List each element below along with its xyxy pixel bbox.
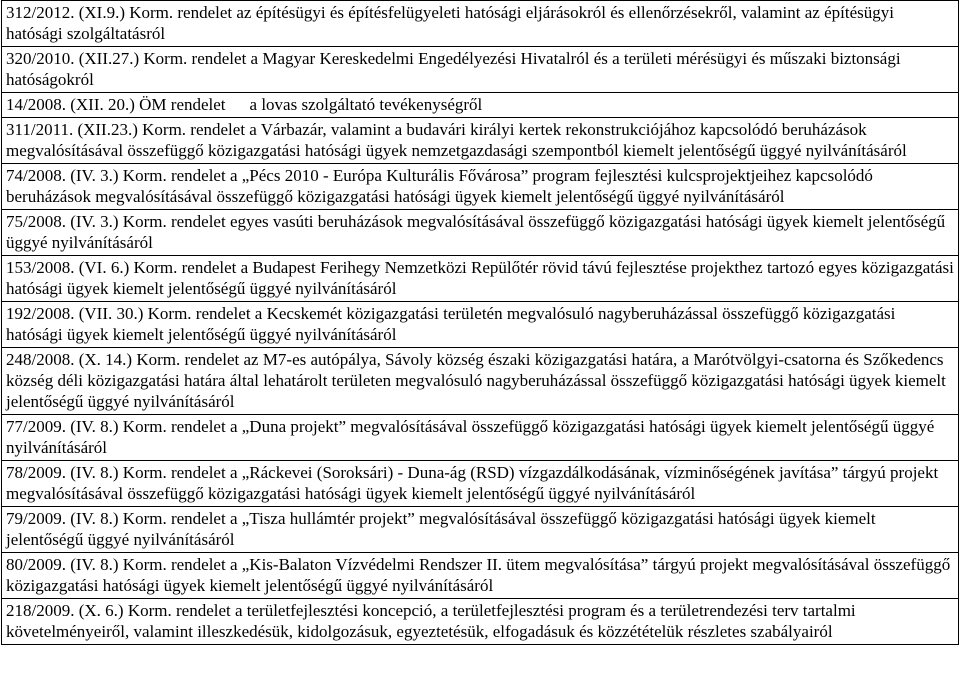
regulation-cell: 312/2012. (XI.9.) Korm. rendelet az építésügyi és építésfelügyeleti hatósági eljárásokról és ellenőrzésekről, valamint az építésügyi hatósági szolgáltatásról [2,1,959,47]
table-row [2,118,959,164]
table-row [2,256,959,302]
table-row [2,302,959,348]
regulation-cell: 77/2009. (IV. 8.) Korm. rendelet a „Duna projekt” megvalósításával összefüggő közigazgatási hatósági ügyek kiemelt jelentőségű üggyé nyilvánításáról [2,415,959,461]
table-row [2,164,959,210]
regulation-table [1,0,959,645]
regulation-cell: 218/2009. (X. 6.) Korm. rendelet a területfejlesztési koncepció, a területfejlesztési program és a területrendezési terv tartalmi követelményeiről, valamint illeszkedésük, kidolgozásuk, egyeztetésük, elfogadásuk és közzétételük részletes szabályairól [2,599,959,645]
table-row [2,507,959,553]
regulation-cell [2,93,959,118]
table-row [2,47,959,93]
regulation-cell: 320/2010. (XII.27.) Korm. rendelet a Magyar Kereskedelmi Engedélyezési Hivatalról és a területi mérésügyi és műszaki biztonsági hatóságokról [2,47,959,93]
table-row [2,461,959,507]
table-row [2,415,959,461]
regulation-cell: 80/2009. (IV. 8.) Korm. rendelet a „Kis-Balaton Vízvédelmi Rendszer II. ütem megvalósítása” tárgyú projekt megvalósításával összefüggő közigazgatási hatósági ügyek kiemelt jelentőségű üggyé nyilvánításáról [2,553,959,599]
regulation-cell: 79/2009. (IV. 8.) Korm. rendelet a „Tisza hullámtér projekt” megvalósításával összefüggő közigazgatási hatósági ügyek kiemelt jelentőségű üggyé nyilvánításáról [2,507,959,553]
table-row [2,348,959,415]
regulation-number: 14/2008. (XII. 20.) ÖM rendelet [6,95,226,114]
regulation-cell: 75/2008. (IV. 3.) Korm. rendelet egyes vasúti beruházások megvalósításával összefüggő közigazgatási hatósági ügyek kiemelt jelentőségű üggyé nyilvánításáról [2,210,959,256]
regulation-subject: a lovas szolgáltató tevékenységről [249,95,483,114]
regulation-cell: 74/2008. (IV. 3.) Korm. rendelet a „Pécs 2010 - Európa Kulturális Fővárosa” program fejlesztési kulcsprojektjeihez kapcsolódó beruházások megvalósításával összefüggő közigazgatási hatósági ügyek kiemelt jelentőségű üggyé nyilvánításáról [2,164,959,210]
regulation-cell: 153/2008. (VI. 6.) Korm. rendelet a Budapest Ferihegy Nemzetközi Repülőtér rövid távú fejlesztése projekthez tartozó egyes közigazgatási hatósági ügyek kiemelt jelentőségű üggyé nyilvánításáról [2,256,959,302]
regulation-cell: 78/2009. (IV. 8.) Korm. rendelet a „Ráckevei (Soroksári) - Duna-ág (RSD) vízgazdálkodásának, vízminőségének javítása” tárgyú projekt megvalósításával összefüggő közigazgatási hatósági ügyek kiemelt jelentőségű üggyé nyilvánításáról [2,461,959,507]
table-row [2,553,959,599]
table-row [2,1,959,47]
regulation-cell: 311/2011. (XII.23.) Korm. rendelet a Várbazár, valamint a budavári királyi kertek rekonstrukciójához kapcsolódó beruházások megvalósításával összefüggő közigazgatási hatósági ügyek nemzetgazdasági szempontból kiemelt jelentőségű üggyé nyilvánításáról [2,118,959,164]
table-row [2,599,959,645]
table-row [2,210,959,256]
table-row [2,93,959,118]
regulation-cell: 192/2008. (VII. 30.) Korm. rendelet a Kecskemét közigazgatási területén megvalósuló nagyberuházással összefüggő közigazgatási hatósági ügyek kiemelt jelentőségű üggyé nyilvánításáról [2,302,959,348]
regulation-cell: 248/2008. (X. 14.) Korm. rendelet az M7-es autópálya, Sávoly község északi közigazgatási határa, a Marótvölgyi-csatorna és Szőkedencs község déli közigazgatási határa által lehatárolt területen megvalósuló nagyberuházással összefüggő közigazgatási hatósági ügyek kiemelt jelentőségű üggyé nyilvánításáról [2,348,959,415]
